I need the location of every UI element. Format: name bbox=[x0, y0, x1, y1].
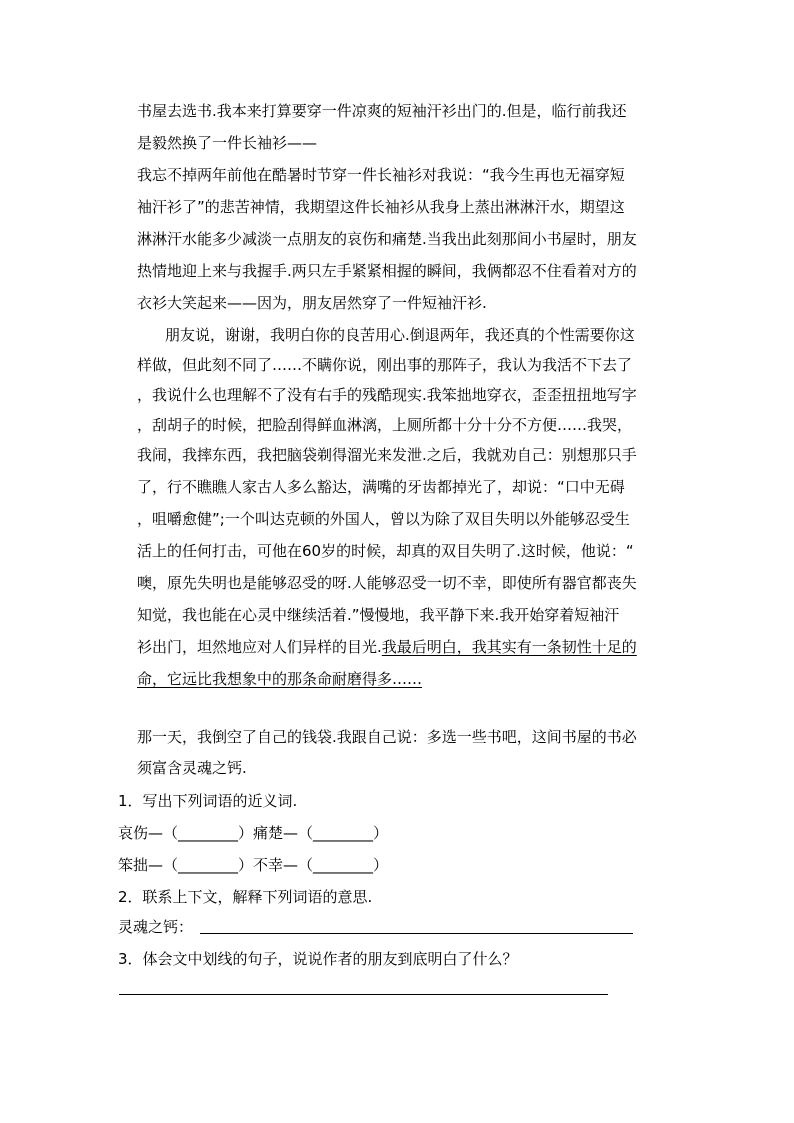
underlined-sentence: 我最后明白，我其实有一条韧性十足的 bbox=[381, 638, 637, 656]
passage-line: ，咀嚼愈健”;一个叫达克顿的外国人，曾以为除了双目失明以外能够忍受生 bbox=[137, 510, 630, 528]
passage-line: 淋淋汗水能多少减淡一点朋友的哀伤和痛楚.当我出此刻那间小书屋时，朋友 bbox=[137, 230, 637, 248]
passage-line: 活上的任何打击，可他在60岁的时候，却真的双目失明了.这时候，他说：“ bbox=[137, 542, 634, 560]
question-1: 1．写出下列词语的近义词. bbox=[118, 792, 298, 810]
passage-text: 衫出门，坦然地应对人们异样的目光. bbox=[137, 638, 382, 656]
passage-line: 书屋去选书.我本来打算要穿一件凉爽的短袖汗衫出门的.但是，临行前我还 bbox=[137, 102, 627, 120]
passage-line: 我忘不掉两年前他在酷暑时节穿一件长袖衫对我说：“我今生再也无福穿短 bbox=[137, 166, 625, 184]
passage-line: ，我说什么也理解不了没有右手的残酷现实.我笨拙地穿衣，歪歪扭扭地写字 bbox=[137, 386, 637, 404]
passage-line: 热情地迎上来与我握手.两只左手紧紧相握的瞬间，我俩都忍不住看着对方的 bbox=[137, 262, 637, 280]
passage-line: 知觉，我也能在心灵中继续活着.”慢慢地，我平静下来.我开始穿着短袖汗 bbox=[137, 606, 620, 624]
passage-line: 须富含灵魂之钙. bbox=[137, 759, 247, 777]
passage-line: 朋友说，谢谢，我明白你的良苦用心.倒退两年，我还真的个性需要你这 bbox=[165, 326, 635, 344]
passage-line: ，刮胡子的时候，把脸刮得鲜血淋漓，上厕所都十分十分不方便……我哭， bbox=[137, 416, 633, 434]
passage-line: 那一天，我倒空了自己的钱袋.我跟自己说：多选一些书吧，这间书屋的书必 bbox=[137, 728, 637, 746]
passage-line: 我闹，我摔东西，我把脑袋剃得溜光来发泄.之后，我就劝自己：别想那只手 bbox=[137, 446, 637, 464]
passage-line: 了，行不瞧瞧人家古人多么豁达，满嘴的牙齿都掉光了，却说：“口中无碍 bbox=[137, 478, 625, 496]
question-3: 3．体会文中划线的句子，说说作者的朋友到底明白了什么？ bbox=[118, 950, 518, 968]
question-2-label: 灵魂之钙： bbox=[118, 918, 194, 936]
passage-line: 衣衫大笑起来——因为，朋友居然穿了一件短袖汗衫. bbox=[137, 294, 487, 312]
passage-line: 是毅然换了一件长袖衫—— bbox=[137, 134, 318, 152]
underlined-sentence: 命，它远比我想象中的那条命耐磨得多…… bbox=[137, 670, 423, 688]
passage-line: 噢，原先失明也是能够忍受的呀.人能够忍受一切不幸，即使所有器官都丧失 bbox=[137, 574, 637, 592]
answer-line[interactable] bbox=[200, 933, 633, 934]
question-2: 2．联系上下文，解释下列词语的意思. bbox=[118, 888, 373, 906]
question-1-row-1: 哀伤—（________）痛楚—（________） bbox=[118, 824, 389, 842]
passage-line bbox=[137, 637, 637, 657]
question-1-row-2: 笨拙—（________）不幸—（________） bbox=[118, 856, 389, 874]
passage-line: 袖汗衫了”的悲苦神情，我期望这件长袖衫从我身上蒸出淋淋汗水，期望这 bbox=[137, 198, 625, 216]
passage-line: 样做，但此刻不同了……不瞒你说，刚出事的那阵子，我认为我活不下去了 bbox=[137, 356, 633, 374]
answer-line[interactable] bbox=[119, 994, 608, 995]
